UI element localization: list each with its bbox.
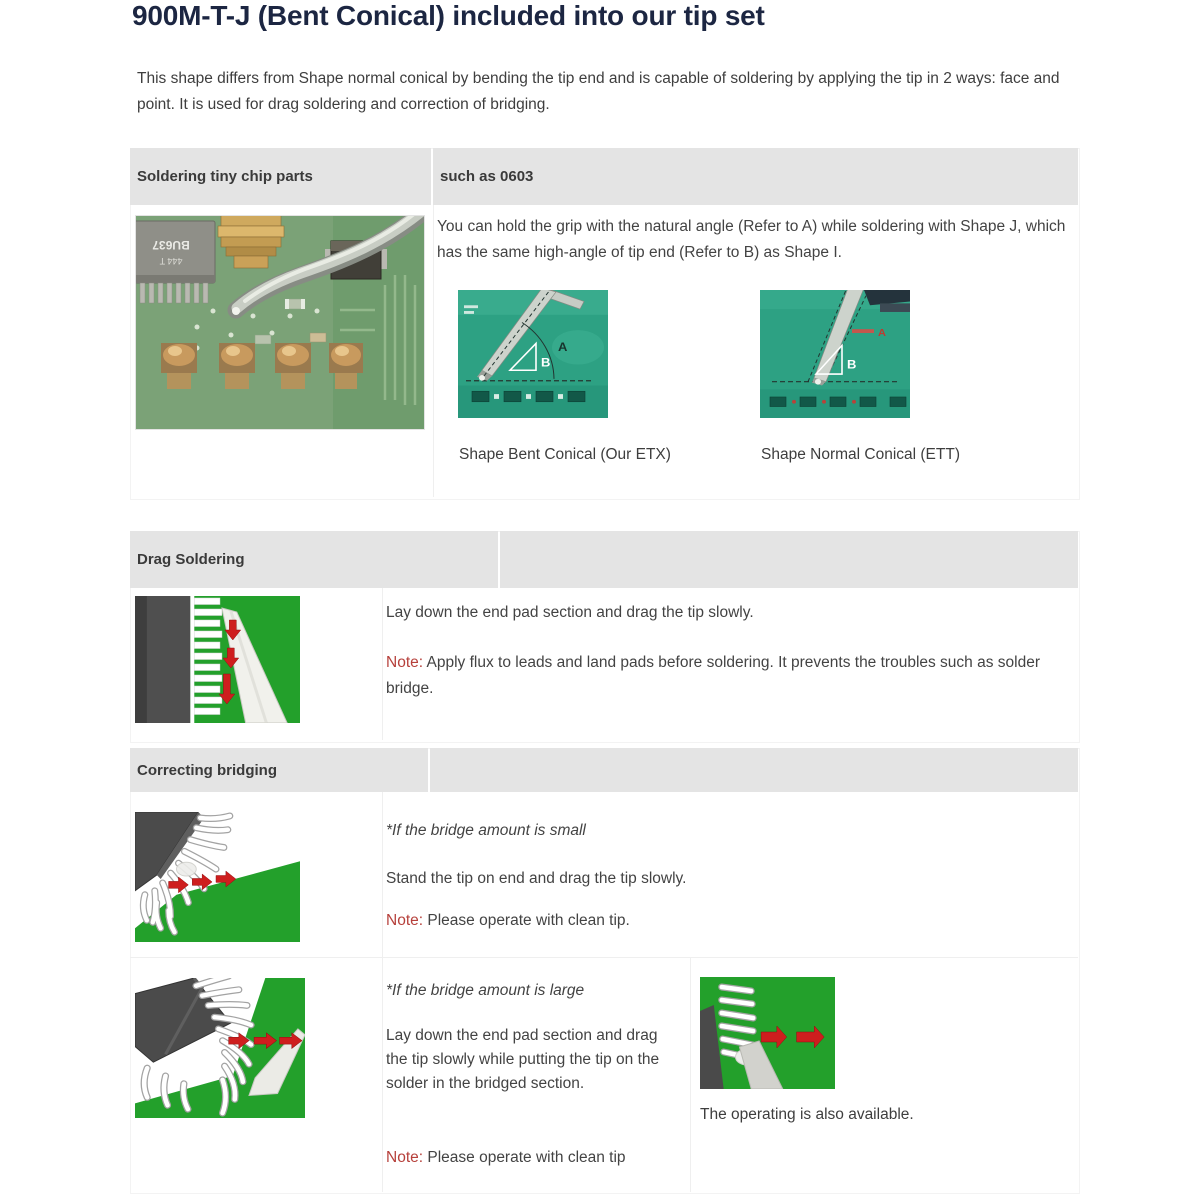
small-bridge-note — [386, 908, 1036, 934]
chip-label: BU637 — [152, 238, 190, 252]
column-divider — [382, 792, 383, 1192]
angle-b-label: B — [541, 354, 551, 370]
page-title: 900M-T-J (Bent Conical) included into our tip set — [132, 0, 765, 31]
note-text: Please operate with clean tip — [427, 1149, 626, 1166]
angle-a-label: A — [558, 339, 568, 355]
note-text: Please operate with clean tip. — [427, 912, 630, 929]
angle-a-label: A — [878, 327, 886, 339]
normal-conical-closeup-image — [760, 290, 910, 418]
header-label: Drag Soldering — [137, 551, 245, 568]
chip-sublabel: 444 T — [159, 256, 183, 266]
header-cell-empty — [500, 531, 1078, 588]
bent-conical-closeup-image — [458, 290, 608, 418]
small-bridge-condition: *If the bridge amount is small — [386, 822, 586, 839]
intro-text: This shape differs from Shape normal conical by bending the tip end and is capable of soldering by applying the tip in 2 ways: face and point. It is used for drag soldering and correction of bridging. — [137, 70, 1060, 113]
note-label: Note: — [386, 912, 424, 929]
header-cell-soldering-tiny-chip-parts — [130, 148, 431, 205]
header-cell-correcting-bridging — [130, 748, 428, 792]
row-divider — [130, 957, 1078, 958]
header-cell-drag-soldering — [130, 531, 498, 588]
pcb-soldering-photo — [135, 215, 425, 430]
drag-note — [386, 650, 1046, 702]
angle-b-label: B — [847, 356, 857, 372]
alternate-operating-caption: The operating is also available. — [700, 1106, 914, 1123]
caption-normal-conical: Shape Normal Conical (ETT) — [761, 446, 960, 463]
drag-soldering-illustration — [135, 596, 300, 723]
tiny-chip-description: You can hold the grip with the natural angle (Refer to A) while soldering with Shape J, which has the same high-angle of tip end (Refer to B) as Shape I. — [437, 218, 1066, 261]
header-cell-empty — [430, 748, 1078, 792]
note-text: Apply flux to leads and land pads before soldering. It prevents the troubles such as solder bridge. — [386, 654, 1040, 697]
column-divider — [433, 205, 434, 497]
column-divider — [382, 588, 383, 740]
large-bridge-condition: *If the bridge amount is large — [386, 982, 585, 999]
note-label: Note: — [386, 654, 424, 671]
caption-bent-conical: Shape Bent Conical (Our ETX) — [459, 446, 671, 463]
small-bridge-illustration — [135, 812, 300, 942]
header-cell-such-as-0603 — [433, 148, 1078, 205]
small-bridge-instruction: Stand the tip on end and drag the tip slowly. — [386, 870, 687, 887]
large-bridge-note — [386, 1145, 1036, 1171]
header-label: Correcting bridging — [137, 761, 277, 779]
note-label: Note: — [386, 1149, 424, 1166]
alternate-operating-illustration — [700, 977, 835, 1089]
header-label: such as 0603 — [440, 168, 534, 185]
large-bridge-illustration — [135, 978, 305, 1118]
header-label: Soldering tiny chip parts — [137, 168, 313, 185]
drag-instruction: Lay down the end pad section and drag the tip slowly. — [386, 604, 754, 621]
large-bridge-instruction: Lay down the end pad section and drag the tip slowly while putting the tip on the solder in the bridged section. — [386, 1027, 660, 1092]
